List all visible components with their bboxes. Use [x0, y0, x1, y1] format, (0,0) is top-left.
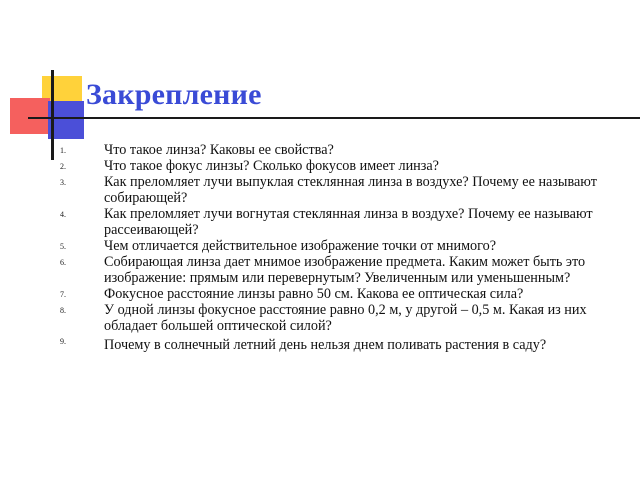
- slide-title: Закрепление: [86, 78, 262, 111]
- question-text: Как преломляет лучи вогнутая стеклянная линза в воздухе? Почему ее называют рассеивающей?: [104, 206, 593, 238]
- question-item: [0, 286, 620, 302]
- question-number: 2.: [60, 162, 66, 171]
- question-text: Почему в солнечный летний день нельзя днем поливать растения в саду?: [104, 337, 547, 353]
- question-number: 9.: [60, 337, 66, 346]
- question-number: 5.: [60, 242, 66, 251]
- question-number: 3.: [60, 178, 66, 187]
- question-number: 7.: [60, 290, 66, 299]
- question-list: [0, 142, 620, 356]
- question-number: 8.: [60, 306, 66, 315]
- question-text: Чем отличается действительное изображение точки от мнимого?: [104, 238, 496, 254]
- question-item: [0, 206, 620, 238]
- question-text: Что такое линза? Каковы ее свойства?: [104, 142, 334, 158]
- question-text: Фокусное расстояние линзы равно 50 см. Какова ее оптическая сила?: [104, 286, 524, 302]
- question-text: Собирающая линза дает мнимое изображение предмета. Каким может быть это изображение: прямым или перевернутым? Увеличенным или уменьшенным?: [104, 254, 586, 286]
- question-item: [0, 302, 620, 334]
- decorative-red-square: [10, 98, 50, 134]
- question-number: 6.: [60, 258, 66, 267]
- question-item: [0, 334, 620, 356]
- question-item: [0, 142, 620, 158]
- question-text: У одной линзы фокусное расстояние равно 0,2 м, у другой – 0,5 м. Какая из них обладает большей оптической силой?: [104, 302, 587, 334]
- question-number: 4.: [60, 210, 66, 219]
- question-item: [0, 174, 620, 206]
- question-text: Как преломляет лучи выпуклая стеклянная линза в воздухе? Почему ее называют собирающей?: [104, 174, 597, 206]
- question-item: [0, 238, 620, 254]
- question-item: [0, 158, 620, 174]
- question-text: Что такое фокус линзы? Сколько фокусов имеет линза?: [104, 158, 439, 174]
- decorative-horizontal-line: [28, 117, 640, 119]
- question-item: [0, 254, 620, 286]
- question-number: 1.: [60, 146, 66, 155]
